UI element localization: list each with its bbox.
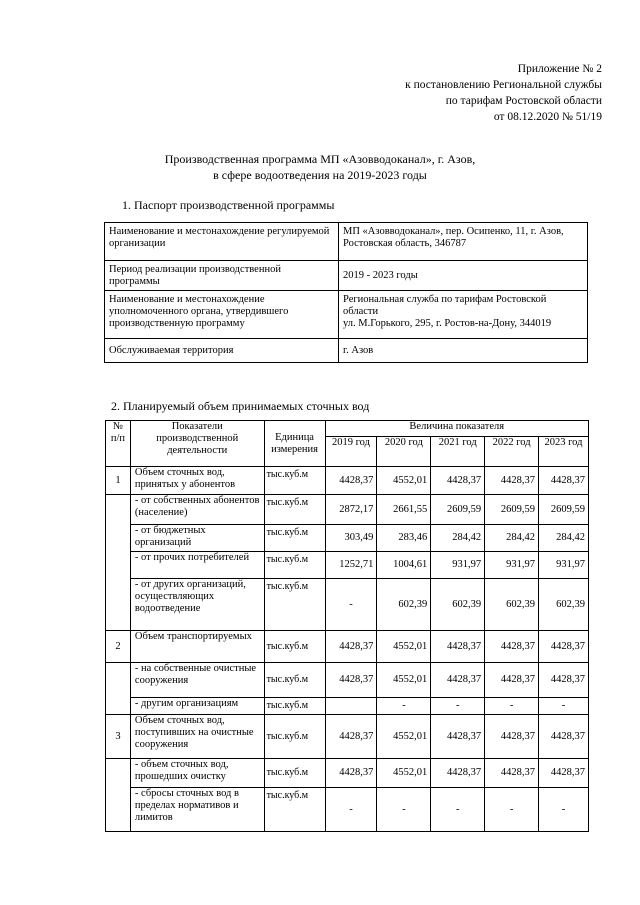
row-value: - <box>377 698 431 715</box>
row-value: - <box>325 788 377 832</box>
row-no <box>106 759 131 832</box>
table-row <box>106 579 589 631</box>
appendix-line: по тарифам Ростовской области <box>445 95 602 107</box>
header-year: 2023 год <box>539 437 589 467</box>
row-value: - <box>377 788 431 832</box>
row-name: - сбросы сточных вод в пределах нормативов и лимитов <box>130 788 264 832</box>
row-value: 284,42 <box>485 525 539 552</box>
row-name: - объем сточных вод, прошедших очистку <box>130 759 264 788</box>
header-row <box>106 421 589 437</box>
passport-label: Обслуживаемая территория <box>105 339 339 363</box>
passport-label: Наименование и местонахождение регулируемой организации <box>105 223 339 261</box>
row-name: - на собственные очистные сооружения <box>130 663 264 698</box>
row-value: - <box>539 788 589 832</box>
row-value: 4552,01 <box>377 663 431 698</box>
table-row <box>106 631 589 663</box>
header-year: 2020 год <box>377 437 431 467</box>
row-value: 2661,55 <box>377 495 431 525</box>
row-value: 4428,37 <box>431 715 485 759</box>
title-line: в сфере водоотведения на 2019-2023 годы <box>213 168 427 182</box>
header-year: 2022 год <box>485 437 539 467</box>
header-indicator: Показатели производственной деятельности <box>130 421 264 467</box>
row-value: 2872,17 <box>325 495 377 525</box>
table-row <box>105 339 588 363</box>
row-unit: тыс.куб.м <box>264 788 325 832</box>
passport-value: г. Азов <box>339 339 588 363</box>
row-value: 602,39 <box>539 579 589 631</box>
row-value: 4428,37 <box>539 663 589 698</box>
row-name: - от собственных абонентов (население) <box>130 495 264 525</box>
row-value: 931,97 <box>539 552 589 579</box>
row-value: 931,97 <box>431 552 485 579</box>
row-value: 4552,01 <box>377 631 431 663</box>
header-no: № п/п <box>106 421 131 467</box>
row-value: 4428,37 <box>325 467 377 495</box>
row-value: 284,42 <box>431 525 485 552</box>
row-value: - <box>485 698 539 715</box>
table-row <box>105 261 588 291</box>
row-value: 4428,37 <box>325 759 377 788</box>
passport-label: Наименование и местонахождение уполномоченного органа, утвердившего производственную программу <box>105 291 339 339</box>
row-value: - <box>325 579 377 631</box>
table-row <box>106 698 589 715</box>
row-value: 4428,37 <box>431 467 485 495</box>
row-value: 2609,59 <box>539 495 589 525</box>
row-value: 284,42 <box>539 525 589 552</box>
row-value: 4428,37 <box>325 715 377 759</box>
row-value: 4428,37 <box>485 663 539 698</box>
row-name: Объем сточных вод, поступивших на очистные сооружения <box>130 715 264 759</box>
appendix-header <box>405 61 602 125</box>
volumes-table <box>105 420 589 832</box>
row-value: 602,39 <box>485 579 539 631</box>
row-value: 2609,59 <box>485 495 539 525</box>
row-name: Объем сточных вод, принятых у абонентов <box>130 467 264 495</box>
row-value: 1004,61 <box>377 552 431 579</box>
row-unit: тыс.куб.м <box>264 525 325 552</box>
row-value: 4428,37 <box>539 467 589 495</box>
row-value <box>325 698 377 715</box>
table-row <box>106 525 589 552</box>
table-row <box>106 467 589 495</box>
row-value: 602,39 <box>431 579 485 631</box>
row-value: 4428,37 <box>485 467 539 495</box>
row-value: 4428,37 <box>539 715 589 759</box>
table-row <box>106 663 589 698</box>
row-unit: тыс.куб.м <box>264 715 325 759</box>
passport-label: Период реализации производственной программы <box>105 261 339 291</box>
row-name: - от бюджетных организаций <box>130 525 264 552</box>
passport-value: МП «Азовводоканал», пер. Осипенко, 11, г. Азов, Ростовская область, 346787 <box>339 223 588 261</box>
row-value: - <box>431 698 485 715</box>
row-value: 4428,37 <box>431 759 485 788</box>
row-value: 4428,37 <box>539 631 589 663</box>
row-value: - <box>431 788 485 832</box>
appendix-line: Приложение № 2 <box>517 63 602 75</box>
title-line: Производственная программа МП «Азовводоканал», г. Азов, <box>164 152 476 166</box>
row-value: 4428,37 <box>485 759 539 788</box>
row-value: - <box>539 698 589 715</box>
passport-table <box>104 222 588 363</box>
row-value: 4552,01 <box>377 759 431 788</box>
passport-value <box>339 291 588 339</box>
row-value: - <box>485 788 539 832</box>
row-value: 602,39 <box>377 579 431 631</box>
header-value: Величина показателя <box>325 421 589 437</box>
row-unit: тыс.куб.м <box>264 495 325 525</box>
row-name: Объем транспортируемых <box>130 631 264 663</box>
row-value: 4428,37 <box>431 631 485 663</box>
row-value: 4428,37 <box>485 631 539 663</box>
passport-value-line: Региональная служба по тарифам Ростовской области <box>343 294 547 317</box>
row-value: 4428,37 <box>431 663 485 698</box>
row-value: 283,46 <box>377 525 431 552</box>
row-value: 4428,37 <box>539 759 589 788</box>
row-unit: тыс.куб.м <box>264 631 325 663</box>
passport-value-line: ул. М.Горького, 295, г. Ростов-на-Дону, 344019 <box>343 318 552 329</box>
row-no <box>106 495 131 631</box>
row-value: 4552,01 <box>377 467 431 495</box>
table-row <box>106 495 589 525</box>
header-unit: Единица измерения <box>264 421 325 467</box>
row-name: - другим организациям <box>130 698 264 715</box>
table-row <box>106 715 589 759</box>
row-unit: тыс.куб.м <box>264 467 325 495</box>
row-value: 4428,37 <box>325 663 377 698</box>
table-row <box>105 291 588 339</box>
table-row <box>106 552 589 579</box>
row-value: 4428,37 <box>325 631 377 663</box>
table-row <box>106 759 589 788</box>
row-value: 4428,37 <box>485 715 539 759</box>
header-year: 2021 год <box>431 437 485 467</box>
row-unit: тыс.куб.м <box>264 552 325 579</box>
row-value: 4552,01 <box>377 715 431 759</box>
row-no: 3 <box>106 715 131 759</box>
header-year: 2019 год <box>325 437 377 467</box>
row-unit: тыс.куб.м <box>264 579 325 631</box>
document-title <box>0 151 640 183</box>
table-row <box>105 223 588 261</box>
appendix-line: от 08.12.2020 № 51/19 <box>493 111 602 123</box>
row-value: 303,49 <box>325 525 377 552</box>
row-unit: тыс.куб.м <box>264 759 325 788</box>
passport-value: 2019 - 2023 годы <box>339 261 588 291</box>
row-no: 1 <box>106 467 131 495</box>
section2-heading: 2. Планируемый объем принимаемых сточных вод <box>111 399 370 413</box>
row-name: - от других организаций, осуществляющих водоотведение <box>130 579 264 631</box>
row-unit: тыс.куб.м <box>264 663 325 698</box>
table-row <box>106 788 589 832</box>
row-value: 2609,59 <box>431 495 485 525</box>
section1-heading: 1. Паспорт производственной программы <box>122 198 335 212</box>
appendix-line: к постановлению Региональной службы <box>405 79 602 91</box>
row-value: 931,97 <box>485 552 539 579</box>
row-no: 2 <box>106 631 131 663</box>
row-name: - от прочих потребителей <box>130 552 264 579</box>
row-unit: тыс.куб.м <box>264 698 325 715</box>
row-value: 1252,71 <box>325 552 377 579</box>
row-no <box>106 663 131 715</box>
